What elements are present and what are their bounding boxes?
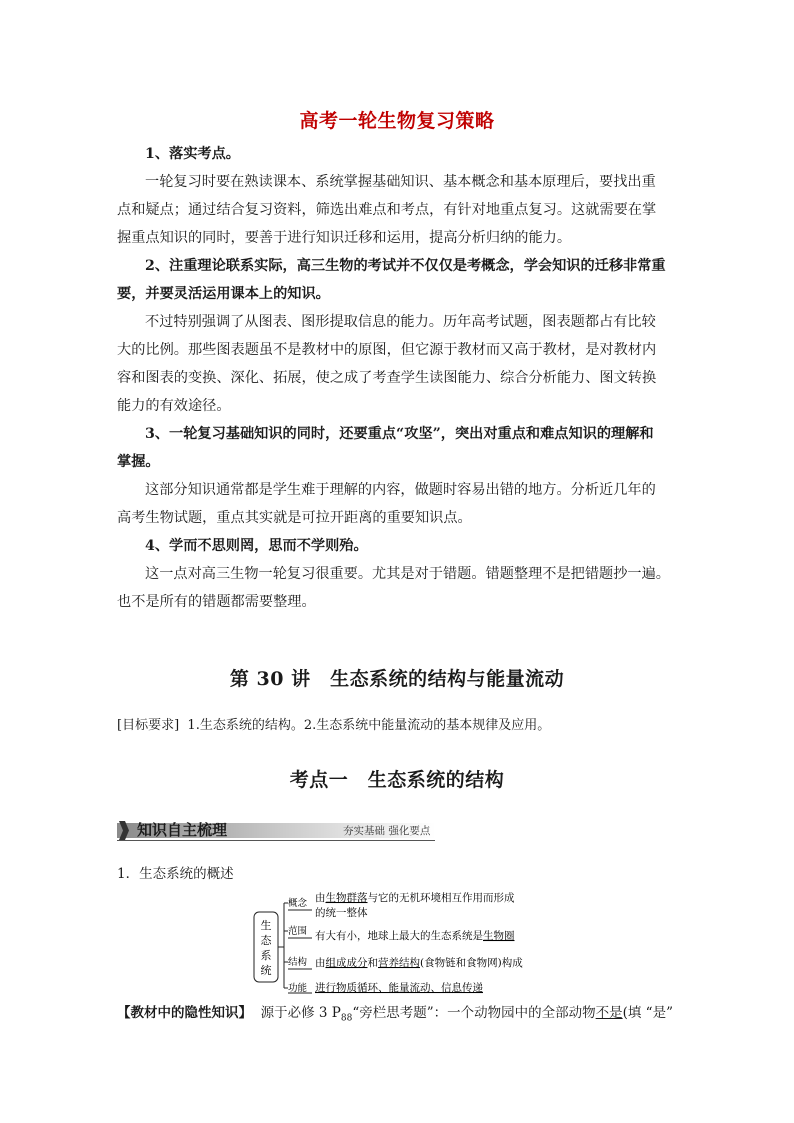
p2-heading: 要，并要灵活运用课本上的知识。 (117, 286, 330, 302)
strategy-body (117, 140, 677, 616)
section-banner (117, 818, 677, 842)
p3-line: 高考生物试题，重点其实就是可拉开距离的重要知识点。 (117, 510, 472, 526)
p2-line: 不过特别强调了从图表、图形提取信息的能力。历年高考试题，图表题都占有比较 (145, 314, 656, 330)
hidden-knowledge-post: “旁栏思考题”：一个动物园中的全部动物 (352, 1005, 596, 1021)
goal-requirements (117, 714, 550, 733)
hidden-knowledge-pre: 源于必修 3 P (260, 1005, 341, 1021)
p1-line: 一轮复习时要在熟读课本、系统掌握基础知识、基本概念和基本原理后，要找出重 (145, 174, 656, 190)
strategy-title: 高考一轮生物复习策略 (299, 110, 495, 132)
banner-subtitle: 夯实基础 强化要点 (343, 825, 431, 837)
p4-line: 也不是所有的错题都需要整理。 (117, 594, 316, 610)
section-title: 考点一 生态系统的结构 (289, 769, 505, 791)
p4-line: 这一点对高三生物一轮复习很重要。尤其是对于错题。错题整理不是把错题抄一遍。 (145, 566, 670, 582)
diagram-branches (278, 903, 312, 993)
item-ecosystem-overview: 1．生态系统的概述 (117, 866, 234, 882)
hidden-knowledge-tail: (填 “是” (622, 1005, 673, 1021)
p4-heading: 4、学而不思则罔，思而不学则殆。 (145, 538, 368, 554)
banner-underline (117, 840, 435, 841)
row-concept-line2: 的统一整体 (315, 907, 368, 919)
p3-heading: 3、一轮复习基础知识的同时，还要重点“攻坚”，突出对重点和难点知识的理解和 (145, 426, 654, 442)
page-subscript: 88 (340, 1013, 353, 1024)
p2-heading: 2、注重理论联系实际，高三生物的考试并不仅仅是考概念，学会知识的迁移非常重 (145, 258, 666, 274)
hidden-knowledge-label: 【教材中的隐性知识】 (117, 1005, 252, 1021)
row-function: 进行物质循环、能量流动、信息传递 (315, 982, 483, 994)
p2-line: 能力的有效途径。 (117, 398, 231, 414)
lecture-title: 第 30 讲 生态系统的结构与能量流动 (229, 668, 565, 690)
root-char: 系 (260, 949, 272, 962)
p1-heading: 1、落实考点。 (145, 146, 240, 162)
ecosystem-concept-diagram (250, 885, 560, 995)
row-label: 范围 (288, 926, 308, 937)
hidden-knowledge (117, 1001, 673, 1024)
row-scope: 有大有小，地球上最大的生态系统是生物圈 (315, 930, 515, 942)
root-char: 统 (260, 964, 272, 977)
p3-heading: 掌握。 (117, 454, 160, 470)
goal-label: [目标要求] (117, 718, 180, 733)
row-label: 结构 (288, 957, 308, 968)
goal-text: 1.生态系统的结构。2.生态系统中能量流动的基本规律及应用。 (187, 718, 551, 733)
root-char: 态 (260, 934, 272, 947)
row-label: 功能 (288, 983, 308, 994)
row-concept: 由生物群落与它的无机环境相互作用而形成 (315, 892, 515, 904)
p2-line: 大的比例。那些图表题虽不是教材中的原图，但它源于教材而又高于教材，是对教材内 (117, 342, 657, 358)
root-char: 生 (260, 919, 272, 932)
row-label: 概念 (288, 898, 308, 909)
p1-line: 点和疑点；通过结合复习资料，筛选出难点和考点，有针对地重点复习。这就需要在掌 (117, 202, 657, 218)
answer-blank: 不是 (595, 1005, 623, 1021)
row-structure: 由组成成分和营养结构(食物链和食物网)构成 (315, 957, 523, 969)
p3-line: 这部分知识通常都是学生难于理解的内容，做题时容易出错的地方。分析近几年的 (145, 482, 656, 498)
banner-title: 知识自主梳理 (137, 821, 228, 839)
banner-mark-icon (119, 821, 129, 840)
p2-line: 容和图表的变换、深化、拓展，使之成了考查学生读图能力、综合分析能力、图文转换 (117, 370, 657, 386)
p1-line: 握重点知识的同时，要善于进行知识迁移和运用，提高分析归纳的能力。 (117, 230, 572, 246)
